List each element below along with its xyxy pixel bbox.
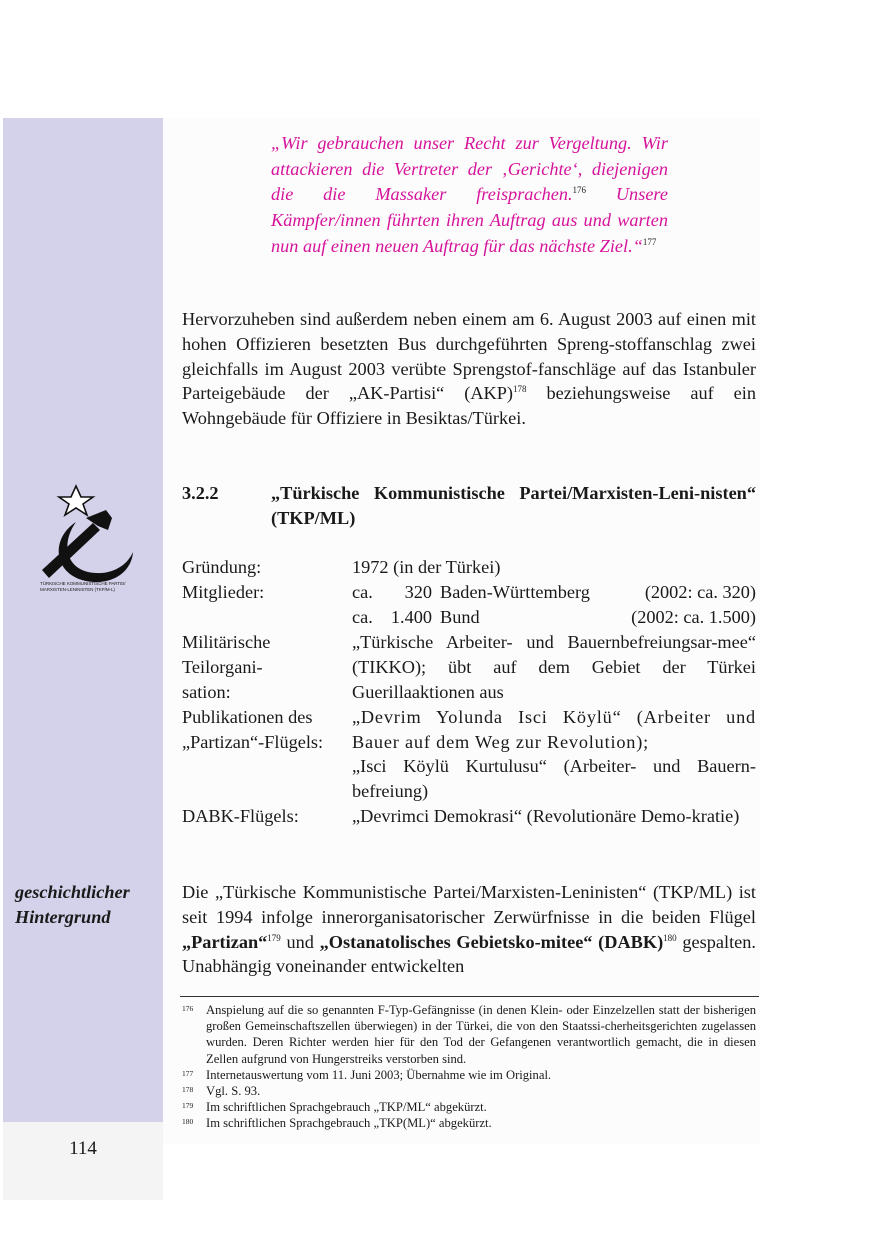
fact-label [182,630,352,704]
fact-label-line: Militärische [182,632,271,653]
footnotes [182,1002,756,1132]
footnote [182,1067,756,1083]
paragraph-text: gespalten. Unabhängig voneinander entwickelten [182,931,756,977]
quote-block [271,131,668,260]
footnote-ref-178[interactable]: 178 [513,384,527,395]
fact-label-line: Publikationen des [182,706,313,727]
footnote-text: Anspielung auf die so genannten F-Typ-Gefängnisse (in denen Klein- oder Einzelzellen statt der bisherigen großen Gemeinschaftszellen überwiegen) in der Türkei, die von den Staatssi-cherheitsgerichten zugelassen wurden. Deren Richter werden hier für den Tod der Gefangenen verantwortlich gemacht, die in diesen Zellen aufgrund von Hungerstreiks verstorben sind. [206,1003,756,1066]
member-previous: (2002: ca. 320) [644,581,756,602]
logo-caption: TÜRKISCHE KOMMUNISTISCHE PARTEI/ MARXISTEN-LENINISTEN (TKP/M-L) [40,581,126,592]
quote-close: “ [632,235,643,256]
fact-label-line: „Partizan“-Flügels: [182,731,324,752]
paragraph-bold: „Partizan“ [182,931,268,952]
footnote-ref-177[interactable]: 177 [642,236,657,247]
fact-label: DABK-Flügels: [182,805,299,826]
fact-row-publications [182,705,756,804]
paragraph-bold: „Ostanatolisches Gebietsko-mitee“ (DABK) [319,931,664,952]
publication-item: „Devrim Yolunda Isci Köylü“ (Arbeiter und Bauer auf dem Weg zur Revolution); [352,706,756,752]
fact-value: „Türkische Arbeiter- und Bauernbefreiungsar-mee“ (TIKKO); übt auf dem Gebiet der Türkei Guerillaaktionen aus [352,632,756,702]
fact-label: Mitglieder: [182,581,265,602]
margin-label-line: Hintergrund [15,906,111,927]
footnote-number: 179 [182,1101,194,1111]
fact-row-military [182,630,756,704]
member-count: 1.400 [390,606,432,627]
fact-row-founding [182,555,756,580]
member-count: 320 [404,581,432,602]
footnote-number: 177 [182,1068,194,1078]
member-row [352,605,756,630]
page-number: 114 [69,1138,97,1159]
section-title: „Türkische Kommunistische Partei/Marxisten-Leni-nisten“ (TKP/ML) [271,483,756,528]
paragraph-text: Hervorzuheben sind außerdem neben einem am 6. August 2003 auf einen mit hohen Offizieren besetzten Bus durchgeführten Spreng-stoffanschlag zwei gleichfalls im August 2003 verübte Sprengstof-fanschläge auf das Istanbuler Parteigebäude der „AK-Partisi“ (AKP) [182,309,756,404]
sidebar-footer-band [3,1122,163,1200]
quote-line-2: Unsere Kämpfer/innen führten ihren Auftrag aus und warten nun auf einen neuen Auftrag für das nächste Ziel. [271,184,668,256]
fact-value: „Devrimci Demokrasi“ (Revolutionäre Demo-kratie) [352,805,740,826]
footnote [182,1002,756,1067]
sidebar-band [3,118,163,1122]
footnote-number: 176 [182,1004,194,1013]
star-icon [59,486,93,515]
footnote-ref-176[interactable]: 176 [572,185,587,196]
fact-label-line: Teilorgani- [182,657,263,678]
quote-line-1: „Wir gebrauchen unser Recht zur Vergeltung. Wir attackieren die Vertreter der ‚Gerichte‘, diejenigen die die Massaker freisprachen. [271,133,668,205]
fact-value [352,705,756,804]
fact-value-members [352,580,756,630]
fact-label [182,705,352,804]
member-row [352,580,756,605]
paragraph-history [182,880,756,979]
member-previous: (2002: ca. 1.500) [631,606,756,627]
footnote-number: 180 [182,1117,194,1127]
fact-table [182,555,756,829]
footnote [182,1083,756,1099]
member-ca: ca. [352,581,373,602]
footnote-number: 178 [182,1085,194,1095]
publication-item: „Isci Köylü Kurtulusu“ (Arbeiter- und Bauern-befreiung) [352,756,756,802]
section-number: 3.2.2 [182,483,219,503]
fact-row-members [182,580,756,630]
paragraph-text: und [280,931,320,952]
fact-row-dabk [182,804,756,829]
footnote-text: Im schriftlichen Sprachgebrauch „TKP(ML)“ abgekürzt. [206,1116,492,1131]
margin-label-line: geschichtlicher [15,882,130,902]
footnote-text: Internetauswertung vom 11. Juni 2003; Übernahme wie im Original. [206,1067,552,1082]
footnote-ref-179[interactable]: 179 [267,932,281,943]
margin-label [15,880,130,930]
fact-label: Gründung: [182,557,262,577]
member-ca: ca. [352,606,373,627]
footnote-text: Im schriftlichen Sprachgebrauch „TKP/ML“ abgekürzt. [206,1100,487,1115]
member-place: Bund [440,606,480,627]
member-place: Baden-Württemberg [440,581,590,602]
fact-value: 1972 (in der Türkei) [352,557,501,577]
paragraph-attacks [182,307,756,431]
fact-label-line: sation: [182,681,231,702]
footnote-divider [180,996,759,997]
footnote [182,1099,756,1115]
footnote-text: Vgl. S. 93. [206,1084,261,1099]
paragraph-text: beziehungsweise auf ein Wohngebäude für Offiziere in Besiktas/Türkei. [182,383,756,429]
paragraph-text: Die „Türkische Kommunistische Partei/Marxisten-Leninisten“ (TKP/ML) ist seit 1994 infolge innerorganisatorischer Zerwürfnisse in die beiden Flügel [182,882,756,927]
footnote [182,1115,756,1131]
footnote-ref-180[interactable]: 180 [663,932,677,943]
